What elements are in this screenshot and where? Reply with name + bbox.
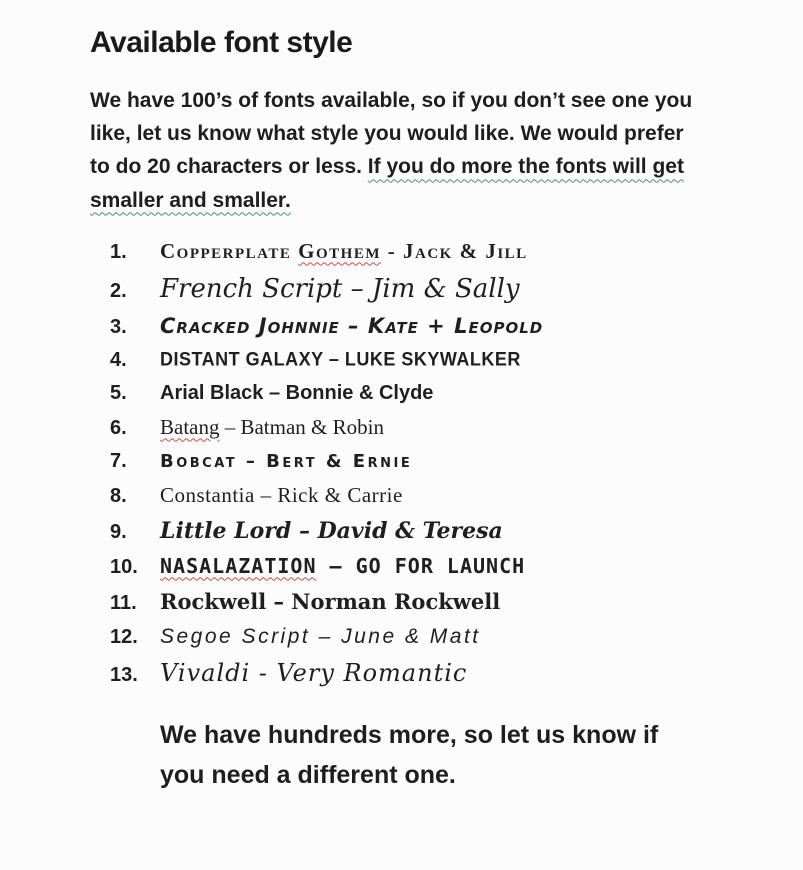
sample-text-segment: – Batman & Robin [219,414,384,439]
list-number: 9. [110,520,127,543]
list-number: 4. [110,348,127,371]
sample-text-segment: Little Lord – David & Teresa [160,517,503,544]
sample-text-segment: Segoe Script – June & Matt [160,624,481,648]
list-number: 7. [110,449,127,472]
font-list-item-copperplate [110,239,708,264]
font-list-item-rockwell [110,589,708,615]
font-sample-text [160,239,528,264]
font-list-item-nasalazation [110,554,708,579]
font-sample-text [160,483,403,508]
misspelled-word: Batang [160,414,220,439]
sample-text-segment: Rockwell – Norman Rockwell [160,588,501,614]
list-number: 10. [110,555,138,578]
font-list-item-little-lord [110,518,708,544]
sample-text-segment: Constantia – Rick & Carrie [160,482,403,507]
sample-text-segment: - Jack & Jill [381,238,528,263]
font-list-item-distant-galaxy [110,349,708,372]
list-number: 13. [110,663,138,686]
font-list-item-arial-black [110,382,708,405]
misspelled-word: Gothem [298,238,381,263]
font-sample-text [160,589,500,614]
font-sample-text [160,451,412,472]
list-number: 5. [110,381,127,404]
sample-text-segment: Arial Black – Bonnie & Clyde [160,381,434,404]
font-sample-text [160,625,481,649]
sample-text-segment: Vivaldi - Very Romantic [160,658,468,687]
list-number: 8. [110,484,127,507]
font-list [110,239,708,687]
font-sample-text [160,554,525,578]
footer-note: We have hundreds more, so let us know if you need a different one. [160,720,659,789]
font-list-item-batang [110,415,708,440]
font-sample-text [160,274,520,304]
intro-plain-text: We have 100’s of fonts available, so if you don’t see one you like, let us know what style you would like. We would prefer to do 20 characters or less. [90,89,693,179]
font-sample-text [160,659,467,687]
misspelled-word: NASALAZATION [160,553,317,578]
list-number: 1. [110,240,127,263]
font-list-item-bobcat [110,450,708,473]
intro-paragraph [90,84,708,217]
sample-text-segment: Cracked Johnnie – Kate + Leopold [160,313,544,338]
font-list-item-constantia [110,483,708,508]
font-list-item-segoe-script [110,625,708,649]
sample-text-segment: DISTANT GALAXY – LUKE SKYWALKER [160,348,521,370]
font-list-item-french-script [110,274,708,304]
list-number: 3. [110,315,127,338]
intro-grammar-flagged-text: If you do more the fonts will get smaller and smaller. [90,155,684,212]
font-sample-text [160,518,503,544]
list-number: 6. [110,416,127,439]
font-sample-text [160,415,384,440]
font-sample-text [160,382,433,405]
font-sample-text [160,314,543,338]
font-sample-text [160,348,521,371]
font-list-item-cracked-johnnie [110,314,708,339]
list-number: 12. [110,625,138,648]
font-list-item-vivaldi [110,659,708,687]
list-number: 11. [110,591,137,614]
sample-text-segment: Bobcat – Bert & Ernie [160,450,413,472]
page-title: Available font style [90,26,353,59]
list-number: 2. [110,279,127,302]
sample-text-segment: Copperplate [160,238,299,263]
sample-text-segment: – GO FOR LAUNCH [316,553,526,578]
sample-text-segment: French Script – Jim & Sally [160,273,520,304]
